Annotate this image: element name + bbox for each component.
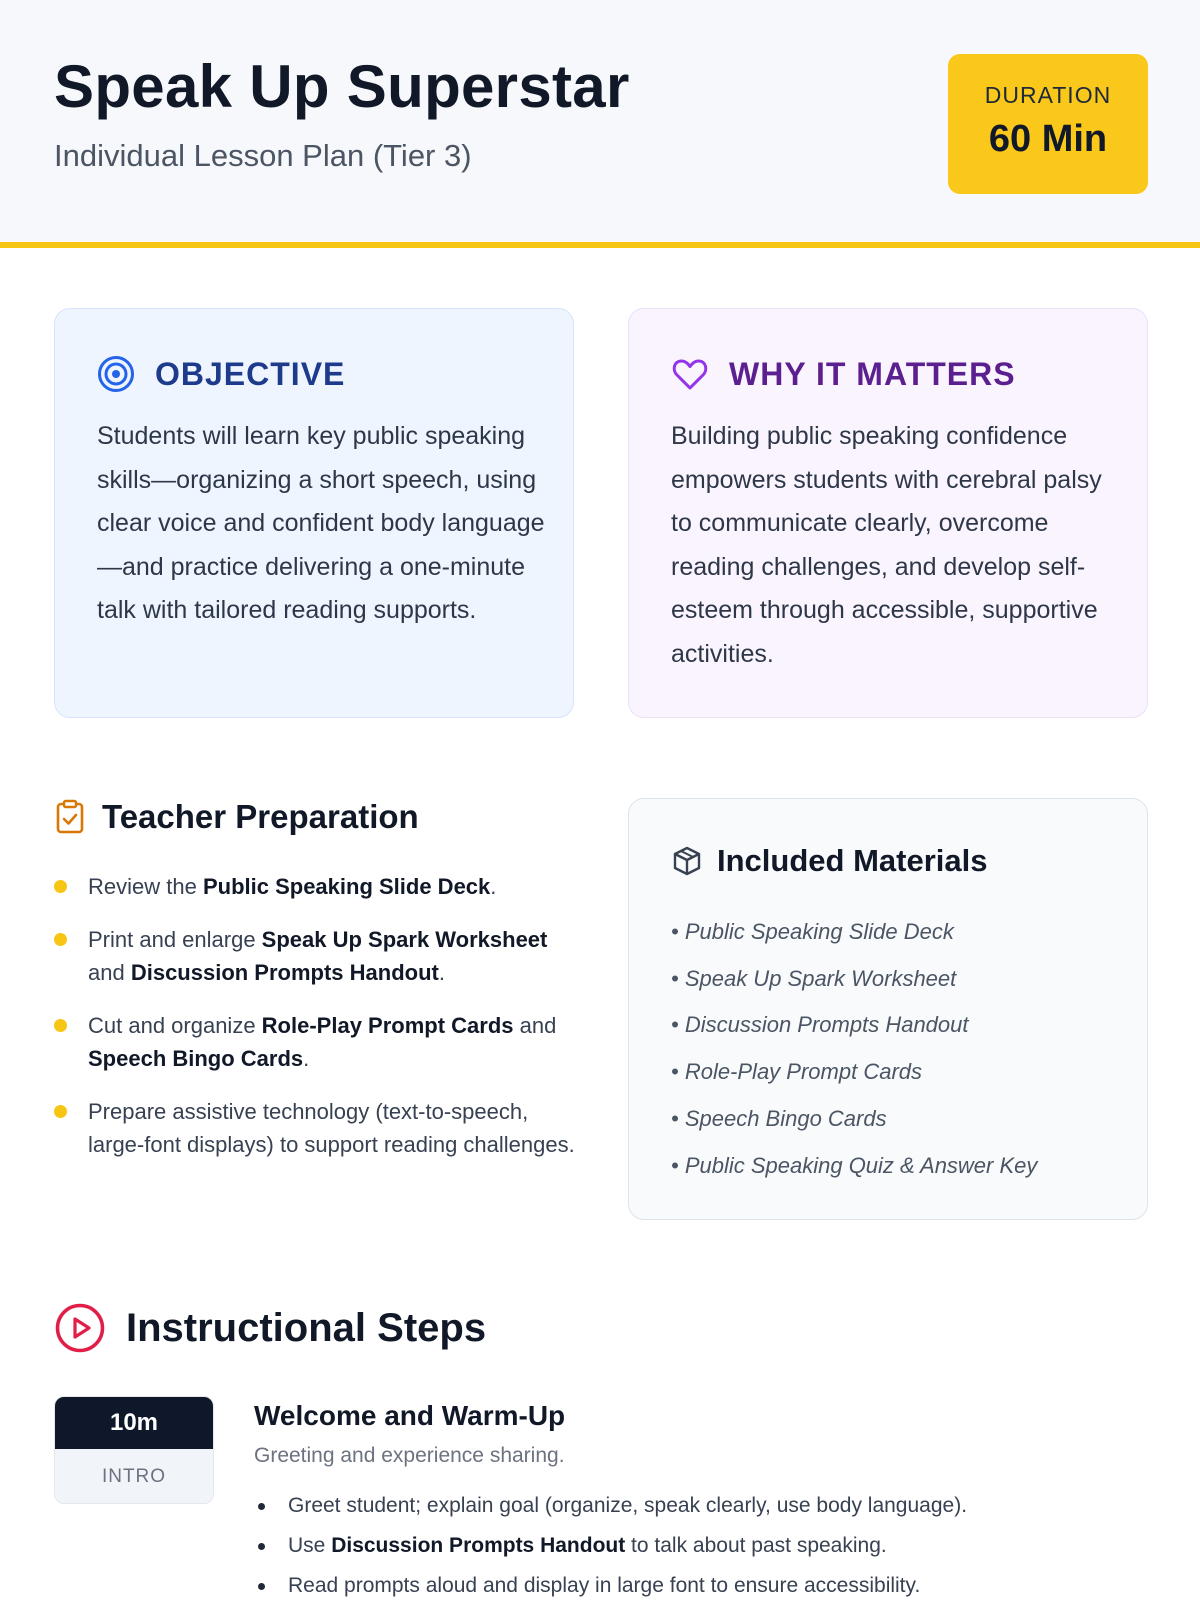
list-item: • Public Speaking Quiz & Answer Key: [671, 1152, 1038, 1178]
list-item: • Speak Up Spark Worksheet: [671, 965, 957, 991]
list-item: Use Discussion Prompts Handout to talk about past speaking.: [254, 1526, 1154, 1566]
play-circle-icon: [54, 1302, 106, 1354]
list-item: • Discussion Prompts Handout: [671, 1012, 969, 1038]
list-item: Prepare assistive technology (text-to-speech, large-font displays) to support reading challenges.: [54, 1095, 584, 1161]
included-materials-card: [628, 798, 1148, 1220]
bullet-dot: [54, 880, 67, 893]
step-time-badge: [54, 1396, 214, 1504]
materials-header: [671, 843, 987, 879]
page-subtitle: Individual Lesson Plan (Tier 3): [54, 138, 472, 173]
step-phase: INTRO: [55, 1449, 213, 1504]
bullet-dot: [54, 1019, 67, 1032]
instructional-steps-header: [54, 1302, 486, 1354]
list-item: Greet student; explain goal (organize, speak clearly, use body language).: [254, 1486, 1154, 1526]
teacher-preparation-list: [54, 870, 584, 1181]
duration-label: DURATION: [984, 82, 1112, 108]
list-item: • Public Speaking Slide Deck: [671, 919, 954, 944]
bullet-dot: [54, 933, 67, 946]
list-item: Print and enlarge Speak Up Spark Worksheet and Discussion Prompts Handout.: [54, 923, 584, 989]
why-it-matters-card: [628, 308, 1148, 718]
why-header: [671, 355, 1016, 393]
materials-list: [671, 909, 1037, 1189]
bullet-dot: [54, 1105, 67, 1118]
bullet-dot: [258, 1543, 265, 1550]
target-icon: [97, 355, 135, 393]
heart-icon: [671, 355, 709, 393]
teacher-preparation-heading: Teacher Preparation: [102, 798, 419, 835]
why-text: Building public speaking confidence empowers students with cerebral palsy to communicate clearly, overcome reading challenges, and develop self-esteem through accessible, supportive activities.: [671, 422, 1102, 668]
list-item: • Role-Play Prompt Cards: [671, 1059, 923, 1085]
list-item: Cut and organize Role-Play Prompt Cards and Speech Bingo Cards.: [54, 1009, 584, 1075]
instructional-steps-heading: Instructional Steps: [126, 1305, 487, 1350]
objective-heading: OBJECTIVE: [155, 355, 346, 392]
duration-value: 60 Min: [988, 118, 1108, 160]
page-title: Speak Up Superstar: [54, 53, 630, 120]
step-title: Welcome and Warm-Up: [254, 1400, 566, 1431]
teacher-preparation-header: [54, 798, 419, 836]
objective-header: [97, 355, 345, 393]
step-description: Greeting and experience sharing.: [254, 1444, 565, 1467]
bullet-dot: [258, 1503, 265, 1510]
duration-badge: [948, 54, 1148, 194]
objective-text: Students will learn key public speaking skills—organizing a short speech, using clear voice and confident body language—and practice delivering a one-minute talk with tailored reading supports.: [97, 422, 545, 624]
box-icon: [671, 845, 703, 877]
objective-card: [54, 308, 574, 718]
list-item: Read prompts aloud and display in large font to ensure accessibility.: [254, 1566, 1154, 1600]
header: [0, 0, 1200, 248]
step-duration: 10m: [55, 1397, 213, 1449]
bullet-dot: [258, 1583, 265, 1590]
why-heading: WHY IT MATTERS: [729, 355, 1016, 392]
step-bullet-list: [254, 1486, 1154, 1600]
list-item: Review the Public Speaking Slide Deck.: [54, 870, 584, 903]
materials-heading: Included Materials: [717, 843, 988, 878]
clipboard-check-icon: [54, 799, 86, 835]
list-item: • Speech Bingo Cards: [671, 1105, 887, 1131]
